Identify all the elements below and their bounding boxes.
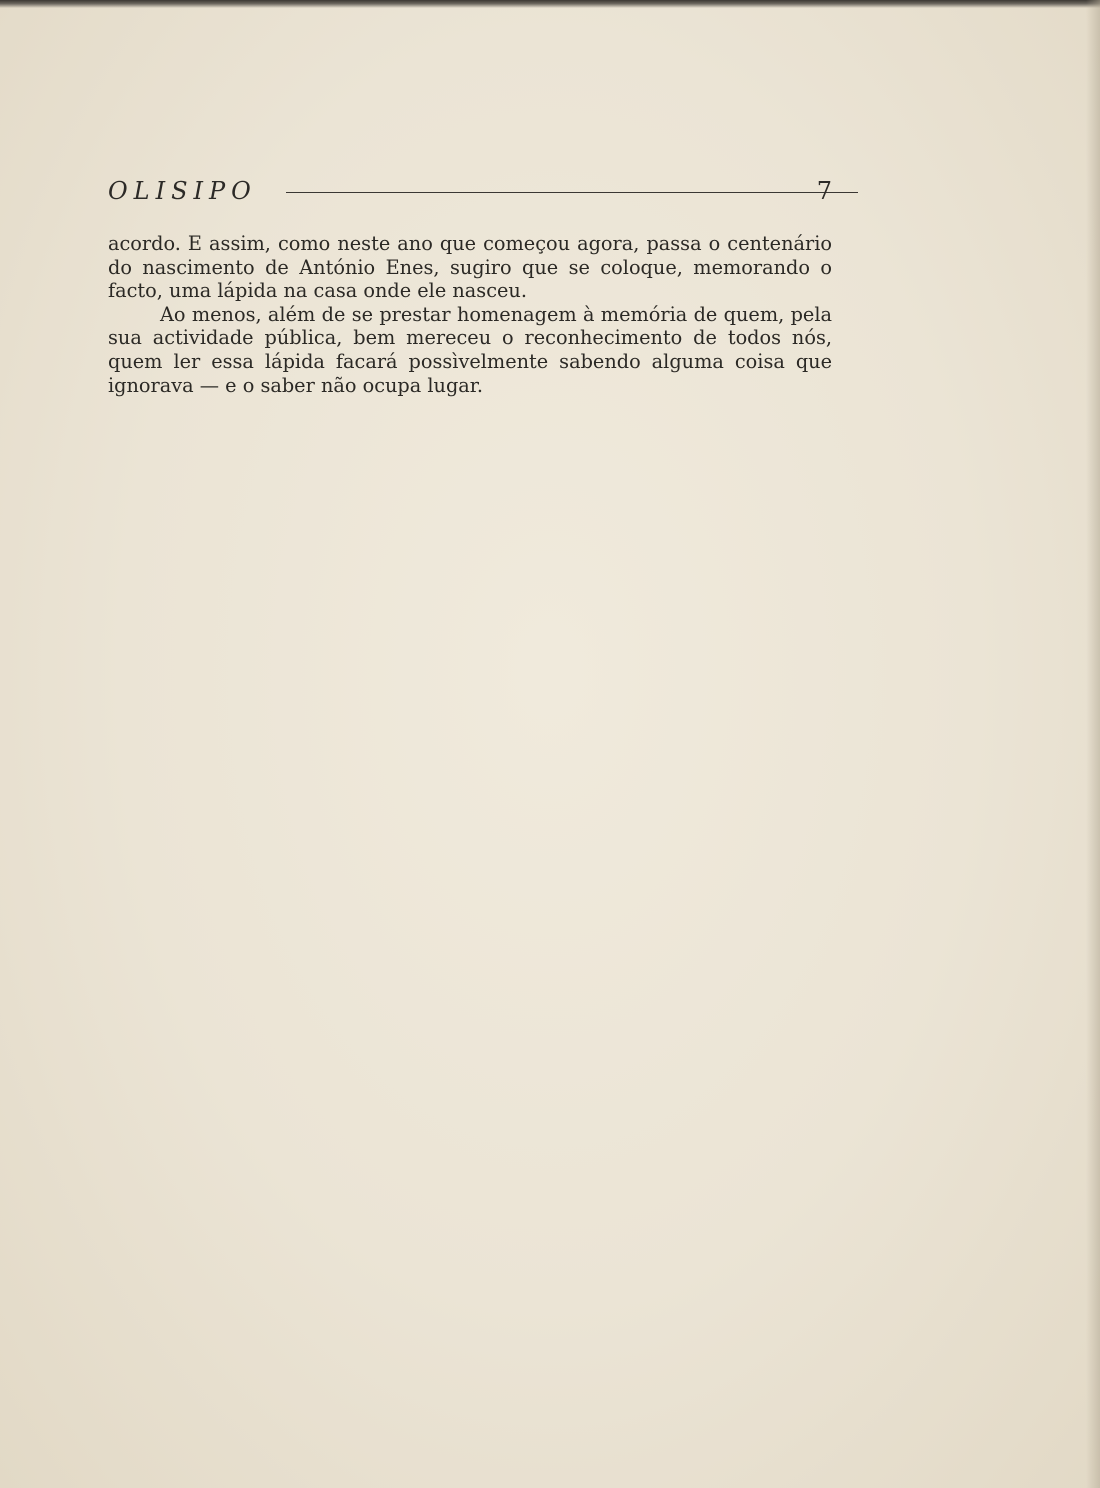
running-title: OLISIPO — [108, 177, 257, 205]
body-text — [108, 232, 832, 397]
page-header — [108, 174, 832, 208]
header-rule — [286, 192, 858, 193]
paragraph: acordo. E assim, como neste ano que começou agora, passa o centenário do nascimento de António Enes, sugiro que se coloque, memorando o facto, uma lápida na casa onde ele nasceu. — [108, 232, 832, 303]
scan-right-edge — [1086, 0, 1100, 1488]
scan-top-edge — [0, 0, 1100, 8]
paragraph: Ao menos, além de se prestar homenagem à memória de quem, pela sua actividade pública, bem mereceu o reconhecimento de todos nós, quem ler essa lápida facará possìvelmente sabendo alguma coisa que ignorava — e o saber não ocupa lugar. — [108, 302, 832, 397]
page-number: 7 — [816, 177, 832, 205]
